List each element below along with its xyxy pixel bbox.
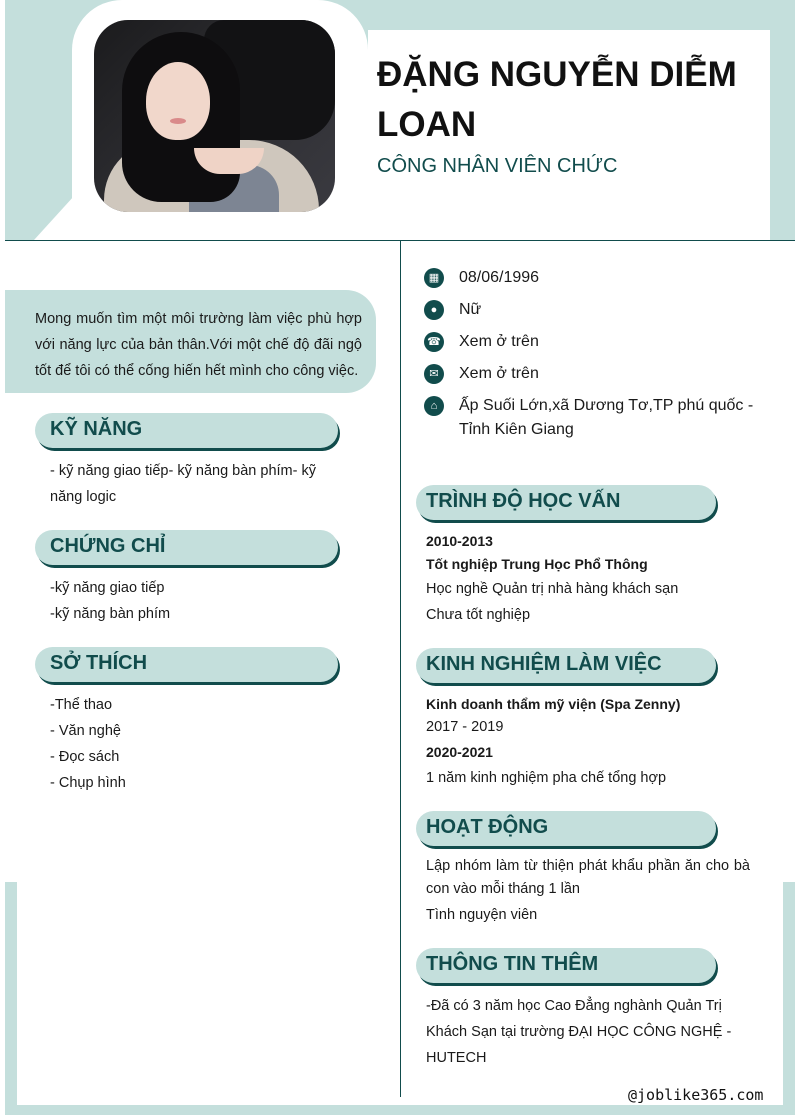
photo-lips: [170, 118, 186, 124]
frame-right-bar: [783, 882, 795, 1115]
section-header-hobbies: [35, 647, 338, 682]
section-title: TRÌNH ĐỘ HỌC VẤN: [426, 490, 621, 512]
section-title: KINH NGHIỆM LÀM VIỆC: [426, 653, 662, 675]
section-title: THÔNG TIN THÊM: [426, 953, 599, 975]
address-value: Ấp Suối Lớn,xã Dương Tơ,TP phú quốc - Tỉnh Kiên Giang: [459, 397, 754, 438]
section-title: KỸ NĂNG: [50, 418, 143, 440]
hobby-item: - Văn nghệ: [50, 723, 121, 739]
job-title: CÔNG NHÂN VIÊN CHỨC: [377, 155, 618, 177]
experience-company: Kinh doanh thẩm mỹ viện (Spa Zenny): [426, 696, 681, 712]
section-header-extra: [416, 948, 716, 983]
calendar-icon: ▦: [424, 268, 444, 288]
contact-email: [424, 362, 754, 386]
hobby-item: - Đọc sách: [50, 749, 120, 765]
contact-birthday: [424, 266, 754, 290]
education-line: Chưa tốt nghiệp: [426, 607, 531, 623]
contact-phone: [424, 330, 754, 354]
certificate-item: -kỹ năng bàn phím: [50, 606, 171, 622]
hobby-item: - Chụp hình: [50, 775, 126, 791]
extra-info-text: -Đã có 3 năm học Cao Đẳng nghành Quản Trị Khách Sạn tại trường ĐẠI HỌC CÔNG NGHỆ - HUTECH: [426, 998, 732, 1066]
phone-value: Xem ở trên: [459, 333, 539, 350]
birthday-value: 08/06/1996: [459, 269, 540, 286]
person-icon: ●: [424, 300, 444, 320]
photo-bubble-tail: [34, 196, 74, 240]
experience-description: 1 năm kinh nghiệm pha chế tổng hợp: [426, 770, 667, 786]
candidate-name: ĐẶNG NGUYỄN DIỄM LOAN: [377, 55, 737, 144]
envelope-icon: ✉: [424, 364, 444, 384]
profile-photo: [94, 20, 335, 212]
section-header-experience: [416, 648, 716, 683]
activities-line: Tình nguyện viên: [426, 907, 538, 923]
certificate-item: -kỹ năng giao tiếp: [50, 580, 165, 596]
phone-icon: ☎: [424, 332, 444, 352]
photo-face: [146, 62, 210, 140]
contact-gender: [424, 298, 754, 322]
education-degree: Tốt nghiệp Trung Học Phổ Thông: [426, 556, 648, 572]
frame-bottom-bar: [5, 1105, 795, 1115]
gender-value: Nữ: [459, 301, 482, 318]
career-objective: Mong muốn tìm một môi trường làm việc phù hợp với năng lực của bản thân.Với một chế độ đãi ngộ tốt để tôi có thể cống hiến hết mình cho công việc.: [5, 290, 376, 393]
email-value: Xem ở trên: [459, 365, 539, 382]
education-period: 2010-2013: [426, 533, 493, 549]
skills-text: - kỹ năng giao tiếp- kỹ năng bàn phím- kỹ năng logic: [50, 463, 316, 505]
frame-left-bar: [5, 882, 17, 1115]
education-line: Học nghề Quản trị nhà hàng khách sạn: [426, 581, 679, 597]
contact-address: [424, 394, 754, 442]
section-header-activities: [416, 811, 716, 846]
section-title: HOẠT ĐỘNG: [426, 816, 549, 838]
experience-period: 2020-2021: [426, 744, 493, 760]
hobby-item: -Thể thao: [50, 697, 113, 713]
activities-text: Lập nhóm làm từ thiện phát khẩu phần ăn cho bà con vào mỗi tháng 1 lần: [426, 858, 750, 897]
section-header-skills: [35, 413, 338, 448]
section-header-education: [416, 485, 716, 520]
home-icon: ⌂: [424, 396, 444, 416]
section-title: CHỨNG CHỈ: [50, 535, 166, 557]
section-header-certificates: [35, 530, 338, 565]
experience-company-period: 2017 - 2019: [426, 719, 504, 735]
column-divider: [400, 240, 401, 1097]
watermark: @joblike365.com: [628, 1086, 764, 1104]
section-title: SỞ THÍCH: [50, 652, 148, 674]
